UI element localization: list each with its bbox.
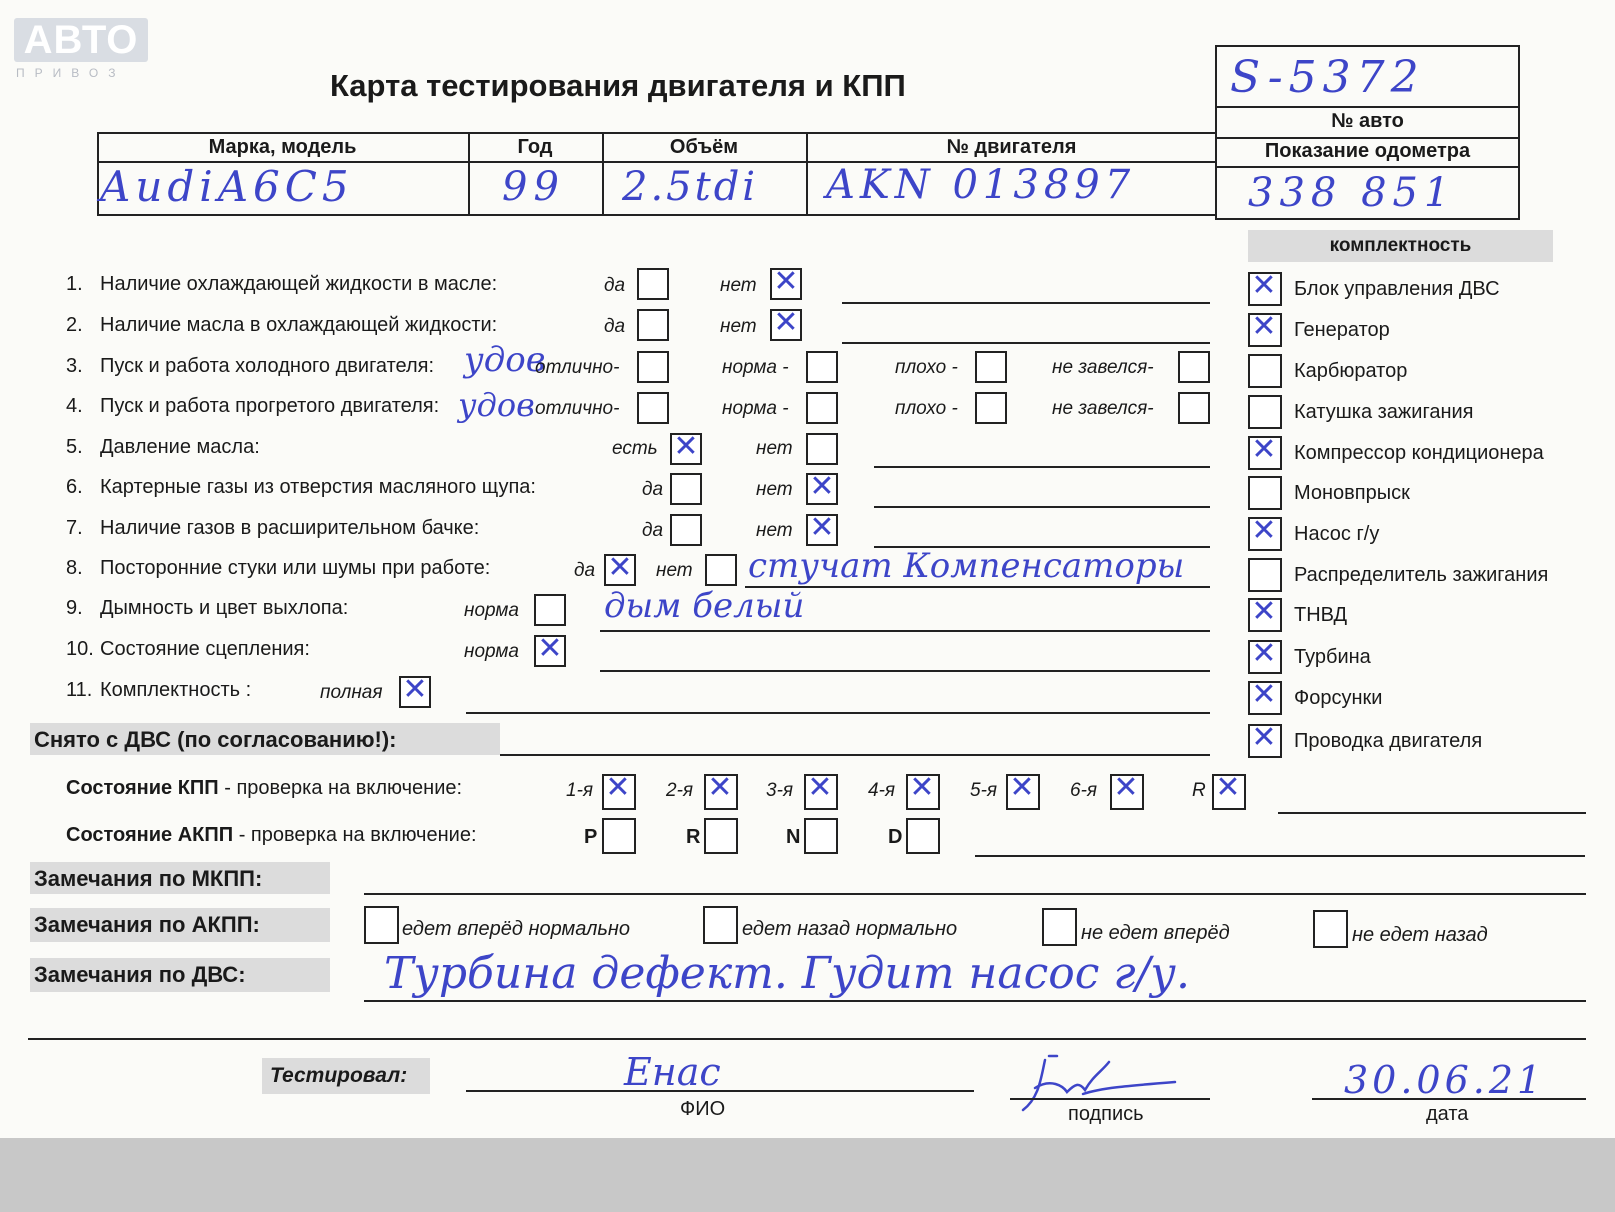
q7-no-label: нет: [756, 520, 793, 541]
q1-text: Наличие охлаждающей жидкости в масле:: [100, 273, 498, 295]
check-mark: ✕: [1251, 594, 1277, 629]
q10-normal-label: норма: [464, 641, 519, 662]
q8-yes-label: да: [574, 560, 596, 581]
check-mark: ✕: [707, 770, 733, 805]
year-value: 99: [502, 164, 565, 210]
q11-full-label: полная: [320, 682, 383, 703]
akpp-backward-ok-checkbox[interactable]: [703, 906, 738, 944]
q11-number: 11.: [66, 679, 93, 701]
q4-bad-checkbox[interactable]: [975, 392, 1007, 424]
komplektnost-checkbox-10[interactable]: [1248, 677, 1282, 715]
q7-yes-label: да: [642, 520, 664, 541]
q3-normal-label: норма -: [722, 357, 789, 378]
q4-handwritten: удов: [458, 386, 535, 424]
kpp-label: Состояние КПП - проверка на включение:: [66, 777, 463, 799]
q5-text: Давление масла:: [100, 436, 260, 458]
q9-number: 9.: [66, 597, 83, 619]
q9-normal-label: норма: [464, 600, 519, 621]
akpp-no-forward-checkbox[interactable]: [1042, 908, 1077, 946]
q8-number: 8.: [66, 557, 83, 579]
tested-by-label: Тестировал:: [270, 1064, 408, 1087]
q3-number: 3.: [66, 355, 83, 377]
kpp-gear-checkbox[interactable]: [1006, 770, 1040, 810]
komplektnost-item-label: Блок управления ДВС: [1294, 278, 1500, 300]
odometer-value: 338 851: [1248, 170, 1456, 216]
q2-number: 2.: [66, 314, 83, 336]
q2-no-label: нет: [720, 316, 757, 337]
komplektnost-item-label: Форсунки: [1294, 687, 1383, 709]
akpp-gear-checkbox[interactable]: [704, 818, 738, 854]
akpp-label: Состояние АКПП - проверка на включение:: [66, 824, 477, 846]
kpp-gear-label: 3-я: [766, 780, 794, 801]
q4-normal-checkbox[interactable]: [806, 392, 838, 424]
check-mark: ✕: [1251, 636, 1277, 671]
q8-no-checkbox[interactable]: [705, 554, 737, 586]
q10-text: Состояние сцепления:: [100, 638, 310, 660]
q11-full-checkbox[interactable]: ✕: [399, 676, 431, 708]
akpp-forward-ok-checkbox[interactable]: [364, 906, 399, 944]
q5-yes-checkbox[interactable]: ✕: [670, 433, 702, 465]
q4-bad-label: плохо -: [895, 398, 958, 419]
q8-text: Посторонние стуки или шумы при работе:: [100, 557, 491, 579]
akpp-gear-label: P: [584, 826, 598, 848]
q9-text: Дымность и цвет выхлопа:: [100, 597, 349, 619]
komplektnost-checkbox-7[interactable]: [1248, 558, 1282, 592]
q2-yes-label: да: [604, 316, 626, 337]
check-mark: ✕: [1215, 770, 1241, 805]
q11-text: Комплектность :: [100, 679, 252, 701]
q1-yes-label: да: [604, 275, 626, 296]
q6-no-checkbox[interactable]: ✕: [806, 473, 838, 505]
check-mark: ✕: [1113, 770, 1139, 805]
avto-privoz-logo: АВТО: [14, 18, 148, 62]
akpp-gear-label: N: [786, 826, 801, 848]
q4-excellent-checkbox[interactable]: [637, 392, 669, 424]
q1-yes-checkbox[interactable]: [637, 268, 669, 300]
komplektnost-checkbox-0[interactable]: [1248, 268, 1282, 306]
akpp-no-backward-label: не едет назад: [1352, 924, 1488, 946]
q6-number: 6.: [66, 476, 83, 498]
komplektnost-checkbox-3[interactable]: [1248, 395, 1282, 429]
q3-not-started-checkbox[interactable]: [1178, 351, 1210, 383]
akpp-remarks-label: Замечания по АКПП:: [34, 912, 260, 937]
fio-label: ФИО: [680, 1098, 726, 1120]
q5-yes-label: есть: [612, 438, 658, 459]
page-title: Карта тестирования двигателя и КПП: [330, 68, 906, 103]
q2-no-checkbox[interactable]: ✕: [770, 309, 802, 341]
komplektnost-item-label: Моновпрыск: [1294, 482, 1410, 504]
check-mark: ✕: [1251, 513, 1277, 548]
komplektnost-checkbox-8[interactable]: [1248, 594, 1282, 632]
q6-yes-label: да: [642, 479, 664, 500]
auto-number-value: S-5372: [1230, 52, 1425, 103]
q3-bad-label: плохо -: [895, 357, 958, 378]
check-mark: ✕: [605, 770, 631, 805]
q4-not-started-checkbox[interactable]: [1178, 392, 1210, 424]
model-value: AudiA6C5: [100, 162, 354, 211]
q9-handwritten: дым белый: [604, 586, 805, 626]
q6-yes-checkbox[interactable]: [670, 473, 702, 505]
q4-number: 4.: [66, 395, 83, 417]
q1-number: 1.: [66, 273, 83, 295]
q10-number: 10.: [66, 638, 94, 660]
akpp-no-forward-label: не едет вперёд: [1081, 922, 1230, 944]
mkpp-remarks-label: Замечания по МКПП:: [34, 866, 263, 891]
col-model-header: Марка, модель: [208, 136, 357, 158]
check-mark: ✕: [1251, 268, 1277, 303]
q2-yes-checkbox[interactable]: [637, 309, 669, 341]
check-mark: ✕: [1009, 770, 1035, 805]
komplektnost-checkbox-9[interactable]: [1248, 636, 1282, 674]
auto-number-label: № авто: [1331, 110, 1404, 132]
q9-normal-checkbox[interactable]: [534, 594, 566, 626]
komplektnost-checkbox-4[interactable]: [1248, 432, 1282, 470]
kpp-gear-checkbox[interactable]: [1212, 770, 1246, 810]
q3-excellent-checkbox[interactable]: [637, 351, 669, 383]
akpp-no-backward-checkbox[interactable]: [1313, 910, 1348, 948]
q10-normal-checkbox[interactable]: ✕: [534, 635, 566, 667]
q5-no-label: нет: [756, 438, 793, 459]
check-mark: ✕: [1251, 720, 1277, 755]
q3-handwritten: удов: [464, 340, 546, 380]
komplektnost-item-label: Распределитель зажигания: [1294, 564, 1549, 586]
kpp-gear-checkbox[interactable]: [602, 770, 636, 810]
q8-handwritten: стучат Компенсаторы: [748, 546, 1185, 586]
q6-no-label: нет: [756, 479, 793, 500]
logo-subtitle: ПРИВОЗ: [16, 66, 126, 80]
q8-yes-checkbox[interactable]: ✕: [604, 554, 636, 586]
q8-no-label: нет: [656, 560, 693, 581]
komplektnost-checkbox-1[interactable]: [1248, 309, 1282, 347]
q7-no-checkbox[interactable]: ✕: [806, 514, 838, 546]
odometer-label: Показание одометра: [1264, 140, 1471, 162]
q3-text: Пуск и работа холодного двигателя:: [100, 355, 435, 377]
komplektnost-item-label: Проводка двигателя: [1294, 730, 1483, 752]
komplektnost-item-label: Генератор: [1294, 319, 1390, 341]
komplektnost-item-label: ТНВД: [1294, 604, 1348, 626]
torn-edge: [0, 1138, 1615, 1212]
akpp-gear-label: D: [888, 826, 903, 848]
dvs-remarks-label: Замечания по ДВС:: [34, 962, 246, 987]
komplektnost-item-label: Насос г/у: [1294, 523, 1380, 545]
komplektnost-title: комплектность: [1329, 235, 1472, 256]
q3-normal-checkbox[interactable]: [806, 351, 838, 383]
q3-bad-checkbox[interactable]: [975, 351, 1007, 383]
check-mark: ✕: [1251, 677, 1277, 712]
akpp-forward-ok-label: едет вперёд нормально: [402, 918, 631, 940]
komplektnost-checkbox-11[interactable]: [1248, 720, 1282, 758]
removed-from-engine-label: Снято с ДВС (по согласованию!):: [34, 727, 397, 752]
check-mark: ✕: [1251, 432, 1277, 467]
komplektnost-item-label: Компрессор кондиционера: [1294, 442, 1544, 464]
komplektnost-item-label: Карбюратор: [1294, 360, 1408, 382]
kpp-gear-label: 1-я: [566, 780, 594, 801]
engine-number-value: AKN 013897: [826, 162, 1136, 208]
q2-text: Наличие масла в охлаждающей жидкости:: [100, 314, 498, 336]
akpp-backward-ok-label: едет назад нормально: [742, 918, 958, 940]
akpp-gear-checkbox[interactable]: [906, 818, 940, 854]
date-label: дата: [1426, 1103, 1469, 1125]
kpp-gear-label: R: [1192, 780, 1206, 801]
col-volume-header: Объём: [669, 136, 739, 158]
check-mark: ✕: [807, 770, 833, 805]
q7-yes-checkbox[interactable]: [670, 514, 702, 546]
akpp-gear-checkbox[interactable]: [602, 818, 636, 854]
komplektnost-checkbox-5[interactable]: [1248, 476, 1282, 510]
q5-number: 5.: [66, 436, 83, 458]
check-mark: ✕: [1251, 309, 1277, 344]
kpp-gear-label: 6-я: [1070, 780, 1098, 801]
komplektnost-item-label: Турбина: [1294, 646, 1371, 668]
kpp-gear-label: 5-я: [970, 780, 998, 801]
q3-not-started-label: не завелся-: [1052, 357, 1154, 378]
komplektnost-item-label: Катушка зажигания: [1294, 401, 1474, 423]
q6-text: Картерные газы из отверстия масляного щупа:: [100, 476, 536, 498]
tester-name-value: Енас: [624, 1050, 721, 1094]
akpp-gear-checkbox[interactable]: [804, 818, 838, 854]
volume-value: 2.5tdi: [622, 164, 759, 210]
q7-number: 7.: [66, 517, 83, 539]
check-mark: ✕: [909, 770, 935, 805]
q1-no-label: нет: [720, 275, 757, 296]
q4-excellent-label: отлично-: [535, 398, 620, 419]
q4-text: Пуск и работа прогретого двигателя:: [100, 395, 440, 417]
q5-no-checkbox[interactable]: [806, 433, 838, 465]
col-year-header: Год: [517, 136, 553, 158]
signature-label: подпись: [1068, 1103, 1144, 1125]
q3-excellent-label: отлично-: [535, 357, 620, 378]
kpp-gear-checkbox[interactable]: [804, 770, 838, 810]
q1-no-checkbox[interactable]: ✕: [770, 268, 802, 300]
kpp-gear-checkbox[interactable]: [906, 770, 940, 810]
col-engine-no-header: № двигателя: [946, 136, 1077, 158]
dvs-remarks-handwritten: Турбина дефект. Гудит насос г/у.: [384, 948, 1190, 999]
komplektnost-checkbox-6[interactable]: [1248, 513, 1282, 551]
kpp-gear-label: 2-я: [666, 780, 694, 801]
akpp-gear-label: R: [686, 826, 701, 848]
kpp-gear-checkbox[interactable]: [1110, 770, 1144, 810]
q4-not-started-label: не завелся-: [1052, 398, 1154, 419]
kpp-gear-checkbox[interactable]: [704, 770, 738, 810]
q4-normal-label: норма -: [722, 398, 789, 419]
komplektnost-checkbox-2[interactable]: [1248, 354, 1282, 388]
q7-text: Наличие газов в расширительном бачке:: [100, 517, 480, 539]
date-value: 30.06.21: [1344, 1058, 1546, 1102]
kpp-gear-label: 4-я: [868, 780, 896, 801]
